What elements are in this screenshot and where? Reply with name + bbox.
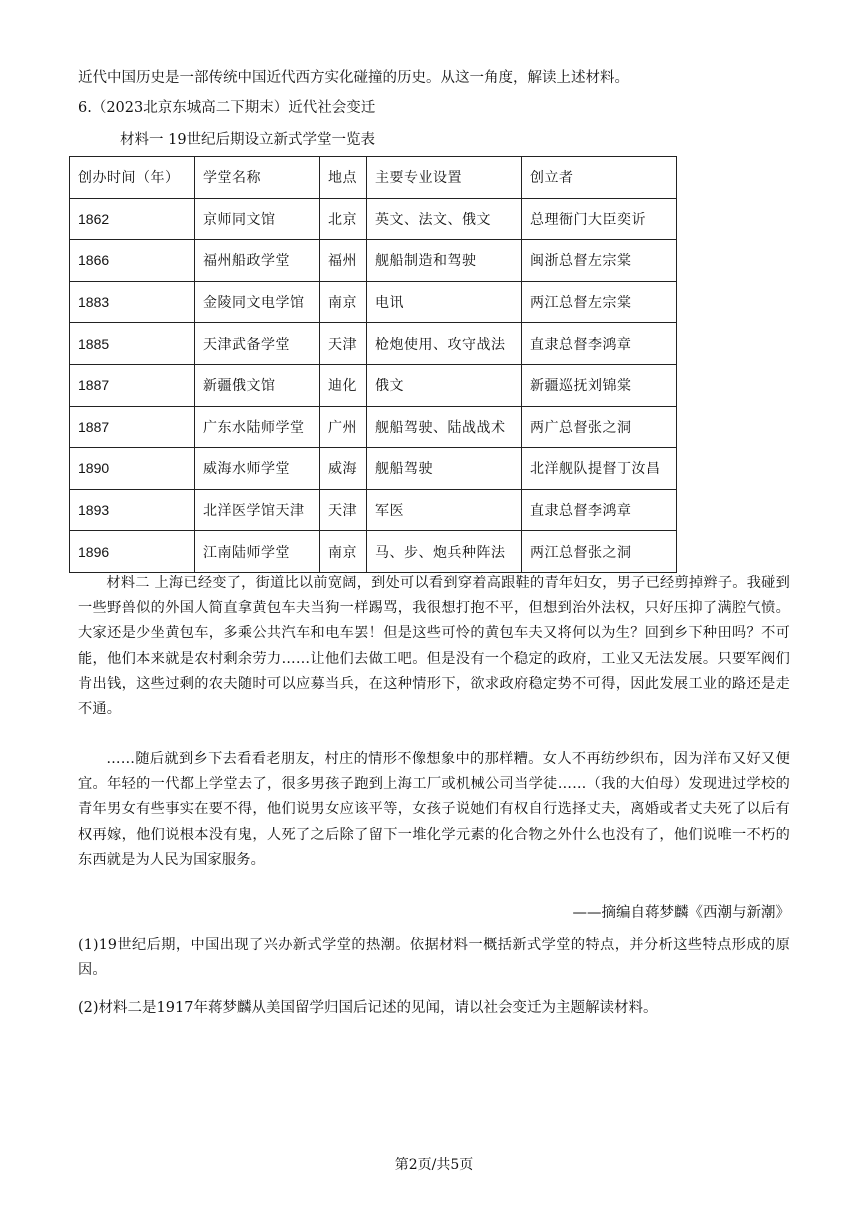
cell-year: 1887 xyxy=(70,364,195,406)
cell-school: 广东水陆师学堂 xyxy=(195,406,320,448)
cell-year: 1862 xyxy=(70,198,195,240)
table-header-row xyxy=(70,157,677,199)
material2-paragraph-2: ……随后就到乡下去看看老朋友，村庄的情形不像想象中的那样糟。女人不再纺纱织布，因为洋布又好又便宜。年轻的一代都上学堂去了，很多男孩子跑到上海工厂或机械公司当学徒……（我的大伯母）发现进过学校的青年男女有些事实在要不得，他们说男女应该平等，女孩子说她们有权自行选择丈夫，离婚或者丈夫死了以后有权再嫁，他们说根本没有鬼，人死了之后除了留下一堆化学元素的化合物之外什么也没有了，他们说唯一不朽的东西就是为人民为国家服务。 xyxy=(78,751,790,868)
cell-founder: 北洋舰队提督丁汝昌 xyxy=(522,448,677,490)
cell-founder: 直隶总督李鸿章 xyxy=(522,489,677,531)
cell-location: 天津 xyxy=(320,489,367,531)
cell-founder: 两江总督张之洞 xyxy=(522,531,677,573)
page-footer: 第2页/共5页 xyxy=(394,1157,474,1173)
schools-table xyxy=(69,156,677,573)
material2-paragraph-1: 材料二 上海已经变了，街道比以前宽阔，到处可以看到穿着高跟鞋的青年妇女，男子已经剪掉辫子。我碰到一些野兽似的外国人简直拿黄包车夫当狗一样踢骂，我很想打抱不平，但想到治外法权，只好压抑了满腔气愤。大家还是少坐黄包车，多乘公共汽车和电车罢！但是这些可怜的黄包车夫又将何以为生？回到乡下种田吗？不可能，他们本来就是农村剩余劳力……让他们去做工吧。但是没有一个稳定的政府，工业又无法发展。只要军阀们肯出钱，这些过剩的农夫随时可以应募当兵，在这种情形下，欲求政府稳定势不可得，因此发展工业的路还是走不通。 xyxy=(78,575,790,718)
cell-majors: 英文、法文、俄文 xyxy=(367,198,522,240)
cell-school: 金陵同文电学馆 xyxy=(195,281,320,323)
cell-school: 江南陆师学堂 xyxy=(195,531,320,573)
table-row xyxy=(70,406,677,448)
cell-majors: 舰船驾驶 xyxy=(367,448,522,490)
table-row xyxy=(70,281,677,323)
cell-location: 南京 xyxy=(320,281,367,323)
question-header: 6.（2023北京东城高二下期末）近代社会变迁 xyxy=(78,100,376,116)
header-school: 学堂名称 xyxy=(195,157,320,199)
header-founder: 创立者 xyxy=(522,157,677,199)
cell-year: 1890 xyxy=(70,448,195,490)
cell-school: 京师同文馆 xyxy=(195,198,320,240)
cell-majors: 舰船驾驶、陆战战术 xyxy=(367,406,522,448)
table-row xyxy=(70,240,677,282)
question-2: (2)材料二是1917年蒋梦麟从美国留学归国后记述的见闻，请以社会变迁为主题解读材料。 xyxy=(78,1000,658,1016)
cell-location: 北京 xyxy=(320,198,367,240)
cell-majors: 军医 xyxy=(367,489,522,531)
cell-school: 福州船政学堂 xyxy=(195,240,320,282)
table-row xyxy=(70,198,677,240)
table-row xyxy=(70,531,677,573)
cell-location: 威海 xyxy=(320,448,367,490)
cell-location: 天津 xyxy=(320,323,367,365)
cell-year: 1887 xyxy=(70,406,195,448)
cell-year: 1893 xyxy=(70,489,195,531)
header-location: 地点 xyxy=(320,157,367,199)
cell-year: 1896 xyxy=(70,531,195,573)
header-year: 创办时间（年） xyxy=(70,157,195,199)
cell-location: 南京 xyxy=(320,531,367,573)
table-row xyxy=(70,448,677,490)
cell-year: 1885 xyxy=(70,323,195,365)
cell-year: 1883 xyxy=(70,281,195,323)
cell-school: 北洋医学馆天津 xyxy=(195,489,320,531)
cell-majors: 俄文 xyxy=(367,364,522,406)
cell-location: 迪化 xyxy=(320,364,367,406)
cell-founder: 两江总督左宗棠 xyxy=(522,281,677,323)
source-citation: ——摘编自蒋梦麟《西潮与新潮》 xyxy=(572,905,790,921)
cell-founder: 两广总督张之洞 xyxy=(522,406,677,448)
cell-school: 新疆俄文馆 xyxy=(195,364,320,406)
table-row xyxy=(70,364,677,406)
table-row xyxy=(70,323,677,365)
material1-caption: 材料一 19世纪后期设立新式学堂一览表 xyxy=(120,132,376,148)
cell-majors: 舰船制造和驾驶 xyxy=(367,240,522,282)
cell-year: 1866 xyxy=(70,240,195,282)
table-row xyxy=(70,489,677,531)
cell-school: 天津武备学堂 xyxy=(195,323,320,365)
cell-majors: 马、步、炮兵种阵法 xyxy=(367,531,522,573)
cell-school: 威海水师学堂 xyxy=(195,448,320,490)
intro-line: 近代中国历史是一部传统中国近代西方实化碰撞的历史。从这一角度，解读上述材料。 xyxy=(78,70,629,86)
cell-location: 广州 xyxy=(320,406,367,448)
header-majors: 主要专业设置 xyxy=(367,157,522,199)
cell-founder: 新疆巡抚刘锦棠 xyxy=(522,364,677,406)
cell-founder: 闽浙总督左宗棠 xyxy=(522,240,677,282)
question-1: (1)19世纪后期，中国出现了兴办新式学堂的热潮。依据材料一概括新式学堂的特点，并分析这些特点形成的原因。 xyxy=(78,937,790,979)
cell-founder: 总理衙门大臣奕䜣 xyxy=(522,198,677,240)
cell-location: 福州 xyxy=(320,240,367,282)
cell-majors: 枪炮使用、攻守战法 xyxy=(367,323,522,365)
cell-majors: 电讯 xyxy=(367,281,522,323)
cell-founder: 直隶总督李鸿章 xyxy=(522,323,677,365)
